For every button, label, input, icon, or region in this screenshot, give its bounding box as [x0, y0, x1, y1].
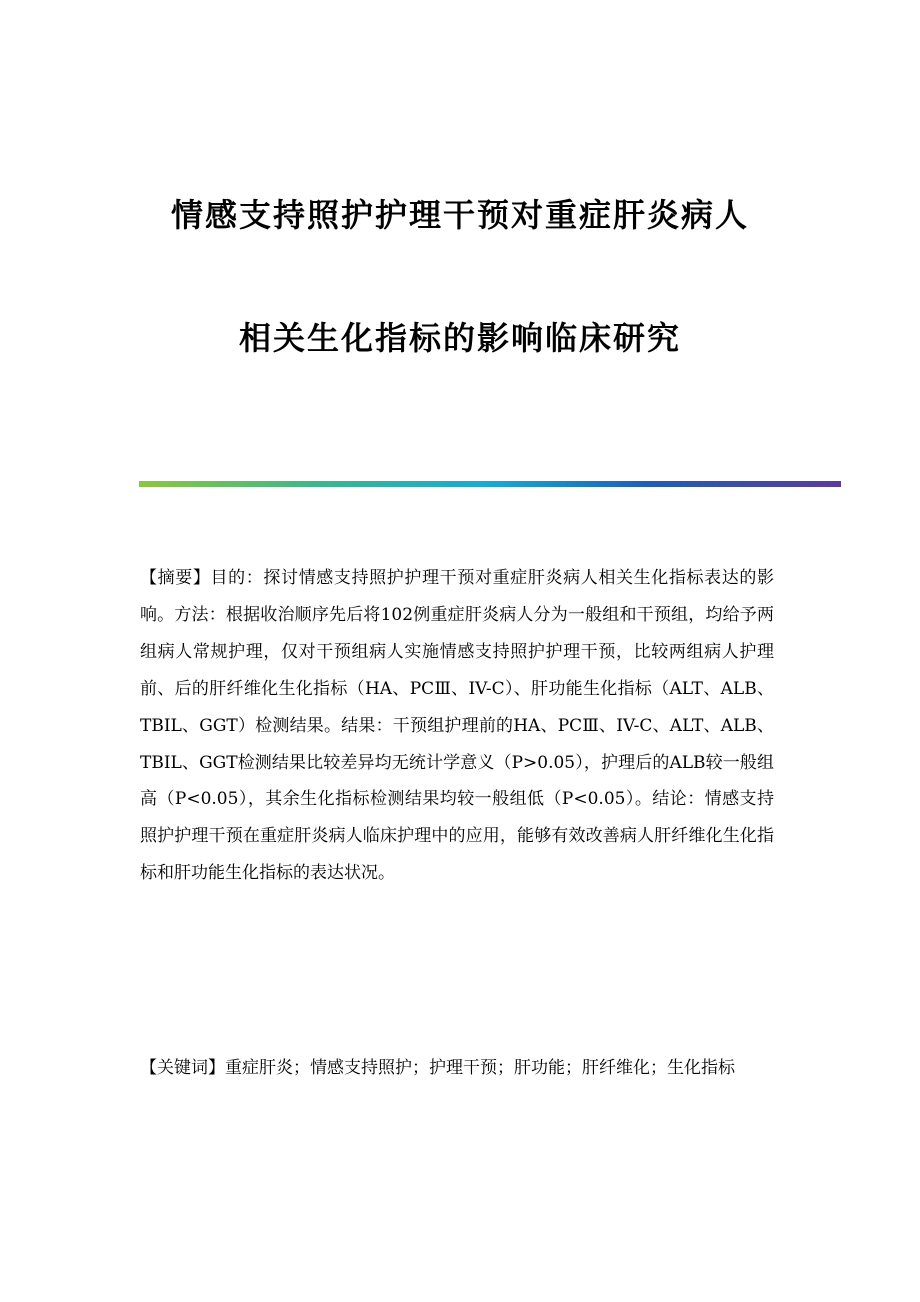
abstract-label: 【摘要】: [140, 568, 211, 588]
gradient-divider: [139, 481, 841, 487]
keywords-paragraph: [140, 1050, 774, 1087]
abstract-text: 目的：探讨情感支持照护护理干预对重症肝炎病人相关生化指标表达的影响。方法：根据收治顺序先后将102例重症肝炎病人分为一般组和干预组，均给予两组病人常规护理，仅对干预组病人实施情感支持照护护理干预，比较两组病人护理前、后的肝纤维化生化指标（HA、PCⅢ、IV-C）、肝功能生化指标（ALT、ALB、TBIL、GGT）检测结果。结果：干预组护理前的HA、PCⅢ、IV-C、ALT、ALB、TBIL、GGT检测结果比较差异均无统计学意义（P>0.05），护理后的ALB较一般组高（P<0.05），其余生化指标检测结果均较一般组低（P<0.05）。结论：情感支持照护护理干预在重症肝炎病人临床护理中的应用，能够有效改善病人肝纤维化生化指标和肝功能生化指标的表达状况。: [140, 568, 774, 884]
abstract-paragraph: [140, 560, 774, 892]
page-title-line-1: 情感支持照护护理干预对重症肝炎病人: [170, 196, 749, 234]
keywords-label: 【关键词】: [140, 1058, 225, 1078]
page-title-line-2: 相关生化指标的影响临床研究: [238, 319, 681, 357]
keywords-text: 重症肝炎；情感支持照护；护理干预；肝功能；肝纤维化；生化指标: [225, 1058, 735, 1078]
